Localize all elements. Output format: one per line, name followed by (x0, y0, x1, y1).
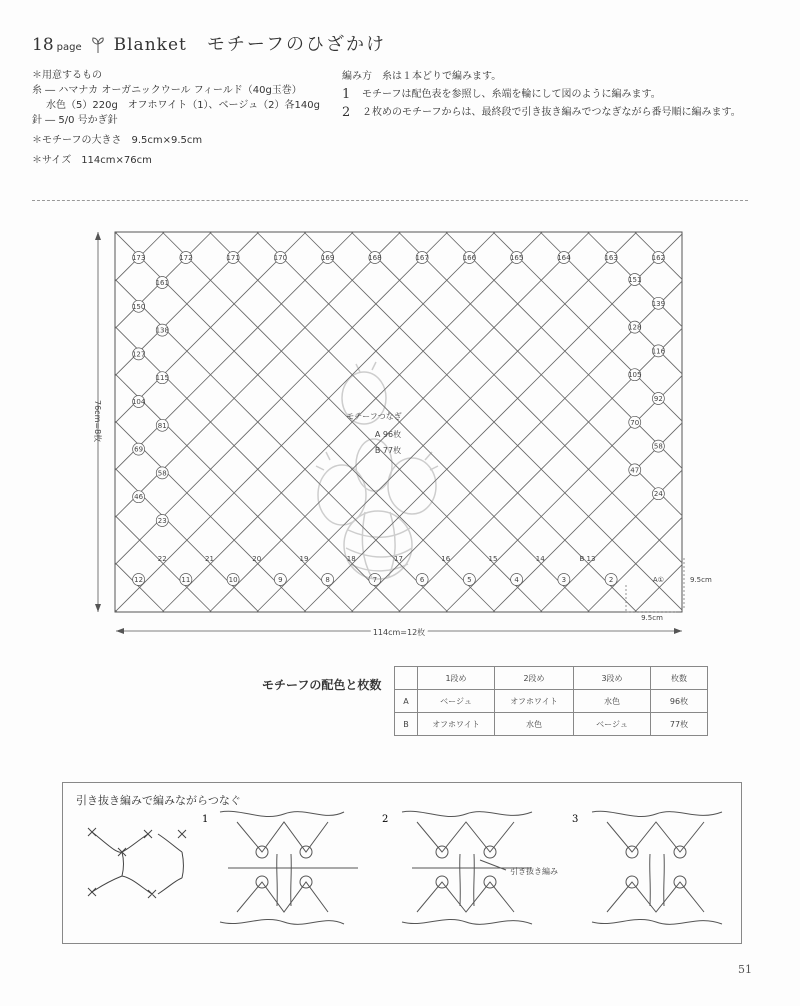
motif-number: 11 (181, 576, 191, 584)
motif-size-dimension (626, 558, 684, 612)
motif-number: 165 (509, 254, 524, 262)
method-step: 2 ２枚めのモチーフからは、最終段で引き抜き編みでつなぎながら番号順に編みます。 (342, 105, 741, 120)
grid-line (0, 232, 70, 612)
motif-number: 14 (535, 555, 545, 563)
motif-number: A① (652, 576, 664, 584)
motif-number: 6 (419, 576, 425, 584)
motif-number: 19 (299, 555, 309, 563)
join-schematic (88, 828, 186, 898)
step-number: 1 (202, 814, 209, 825)
table-row: A ベージュ オフホワイト 水色 96枚 (395, 690, 708, 713)
motif-number: 17 (394, 555, 403, 563)
joining-illustrations (62, 782, 742, 944)
grid-line (0, 232, 23, 612)
motif-number: 164 (557, 254, 571, 262)
motif-number: 18 (346, 555, 356, 563)
motif-height-label: 9.5cm (690, 576, 712, 584)
join-step-3-illustration (592, 811, 722, 924)
motif-number: 163 (604, 254, 618, 262)
grid-line (0, 232, 212, 612)
motif-number: 104 (131, 398, 146, 406)
motif-number: 5 (467, 576, 472, 584)
colors-line: 水色（5）220g オフホワイト（1）、ベージュ（2）各140g (46, 100, 320, 111)
grid-line (0, 232, 164, 612)
motif-number: 69 (134, 445, 144, 454)
motif-number: 92 (653, 395, 663, 403)
table-row: B オフホワイト 水色 ベージュ 77枚 (395, 713, 708, 736)
motif-number: 116 (651, 347, 666, 356)
grid-line (446, 232, 800, 612)
motif-number: 7 (372, 576, 378, 584)
motif-width-label: 9.5cm (641, 614, 663, 622)
motif-number: 9 (278, 576, 283, 584)
materials-heading: ＊用意するもの (32, 70, 102, 81)
step-number: 3 (572, 814, 579, 825)
motif-number: 161 (155, 279, 169, 287)
motif-number: 128 (628, 323, 642, 332)
motif-number: 15 (488, 555, 498, 563)
motif-number: 4 (514, 576, 519, 584)
yarn-line: 糸 ― ハマナカ オーガニックウール フィールド（40g玉巻） (32, 85, 302, 96)
table-header-row: 1段め 2段め 3段め 枚数 (395, 667, 708, 690)
motif-number: 139 (651, 299, 666, 308)
motif-number: 162 (651, 254, 666, 262)
motif-number: 105 (628, 371, 642, 380)
motif-number: 115 (155, 374, 169, 383)
motif-number: 151 (628, 276, 642, 284)
grid-line (777, 232, 800, 612)
method-heading: 編み方 糸は１本どりで編みます。 (342, 71, 502, 82)
join-step-1-illustration (220, 811, 358, 924)
motif-number: 46 (134, 493, 144, 502)
motif-number: 21 (205, 555, 214, 563)
motif-number: 138 (155, 326, 169, 335)
motif-number: 173 (131, 254, 146, 262)
motif-number: B 13 (579, 555, 596, 563)
grid-line (0, 232, 164, 612)
finished-size: ＊サイズ 114cm×76cm (32, 155, 152, 166)
grid-line (682, 232, 800, 612)
grid-line (777, 232, 800, 612)
motif-size: ＊モチーフの大きさ 9.5cm×9.5cm (32, 135, 203, 146)
height-label: 76cm=8枚 (93, 400, 102, 443)
motif-number: 23 (157, 517, 167, 525)
motif-number: 10 (228, 576, 238, 584)
motif-number: 12 (134, 576, 144, 584)
motif-number: 58 (653, 442, 663, 451)
motif-number: 170 (273, 254, 288, 262)
step-number: 2 (382, 814, 389, 825)
page-number: 18 (32, 35, 54, 55)
motif-number: 22 (157, 555, 167, 563)
center-label: モチーフつなぎ (346, 412, 402, 421)
motif-number: 172 (179, 254, 193, 262)
motif-number: 168 (368, 254, 382, 262)
grid-line (682, 232, 800, 612)
motif-number: 58 (157, 469, 167, 478)
title-english: Blanket (113, 35, 187, 55)
needle-line: 針 ― 5/0 号かぎ針 (32, 115, 118, 126)
center-a-count: A 96枚 (374, 430, 402, 439)
grid-line (729, 232, 800, 612)
method-step: 1 モチーフは配色表を参照し、糸端を輪にして図のように編みます。 (342, 87, 661, 102)
color-table (394, 666, 708, 736)
motif-number: 70 (630, 418, 640, 427)
title-japanese: モチーフのひざかけ (206, 34, 386, 55)
motif-number: 167 (415, 254, 429, 262)
grid-line (635, 232, 800, 612)
motif-number: 81 (157, 421, 167, 430)
grid-line (588, 232, 800, 612)
grid-line (0, 232, 23, 612)
motif-number: 8 (325, 576, 330, 584)
motif-number: 20 (252, 555, 262, 563)
page-number-footer: 51 (738, 963, 752, 976)
motif-number: 2 (608, 576, 614, 584)
width-label: 114cm=12枚 (372, 628, 426, 637)
slip-stitch-label: 引き抜き編み (510, 867, 558, 876)
grid-line (635, 232, 800, 612)
motif-number: 47 (630, 466, 640, 475)
motif-number: 127 (131, 350, 146, 359)
motif-number: 24 (653, 490, 663, 499)
grid-line (0, 232, 262, 612)
motif-number: 169 (320, 254, 335, 262)
color-table-title: モチーフの配色と枚数 (262, 678, 382, 692)
grid-line (0, 232, 262, 612)
motif-number: 171 (226, 254, 240, 262)
joining-title: 引き抜き編みで編みながらつなぐ (76, 794, 241, 807)
motif-number: 150 (131, 302, 146, 311)
grid-line (588, 232, 800, 612)
grid-line (0, 232, 212, 612)
motif-number: 16 (441, 555, 451, 563)
motif-number: 3 (561, 576, 567, 584)
center-b-count: B 77枚 (374, 446, 402, 455)
grid-line (446, 232, 800, 612)
motif-number: 166 (462, 254, 477, 262)
page-word: page (56, 42, 82, 53)
grid-line (729, 232, 800, 612)
grid-line (0, 232, 70, 612)
